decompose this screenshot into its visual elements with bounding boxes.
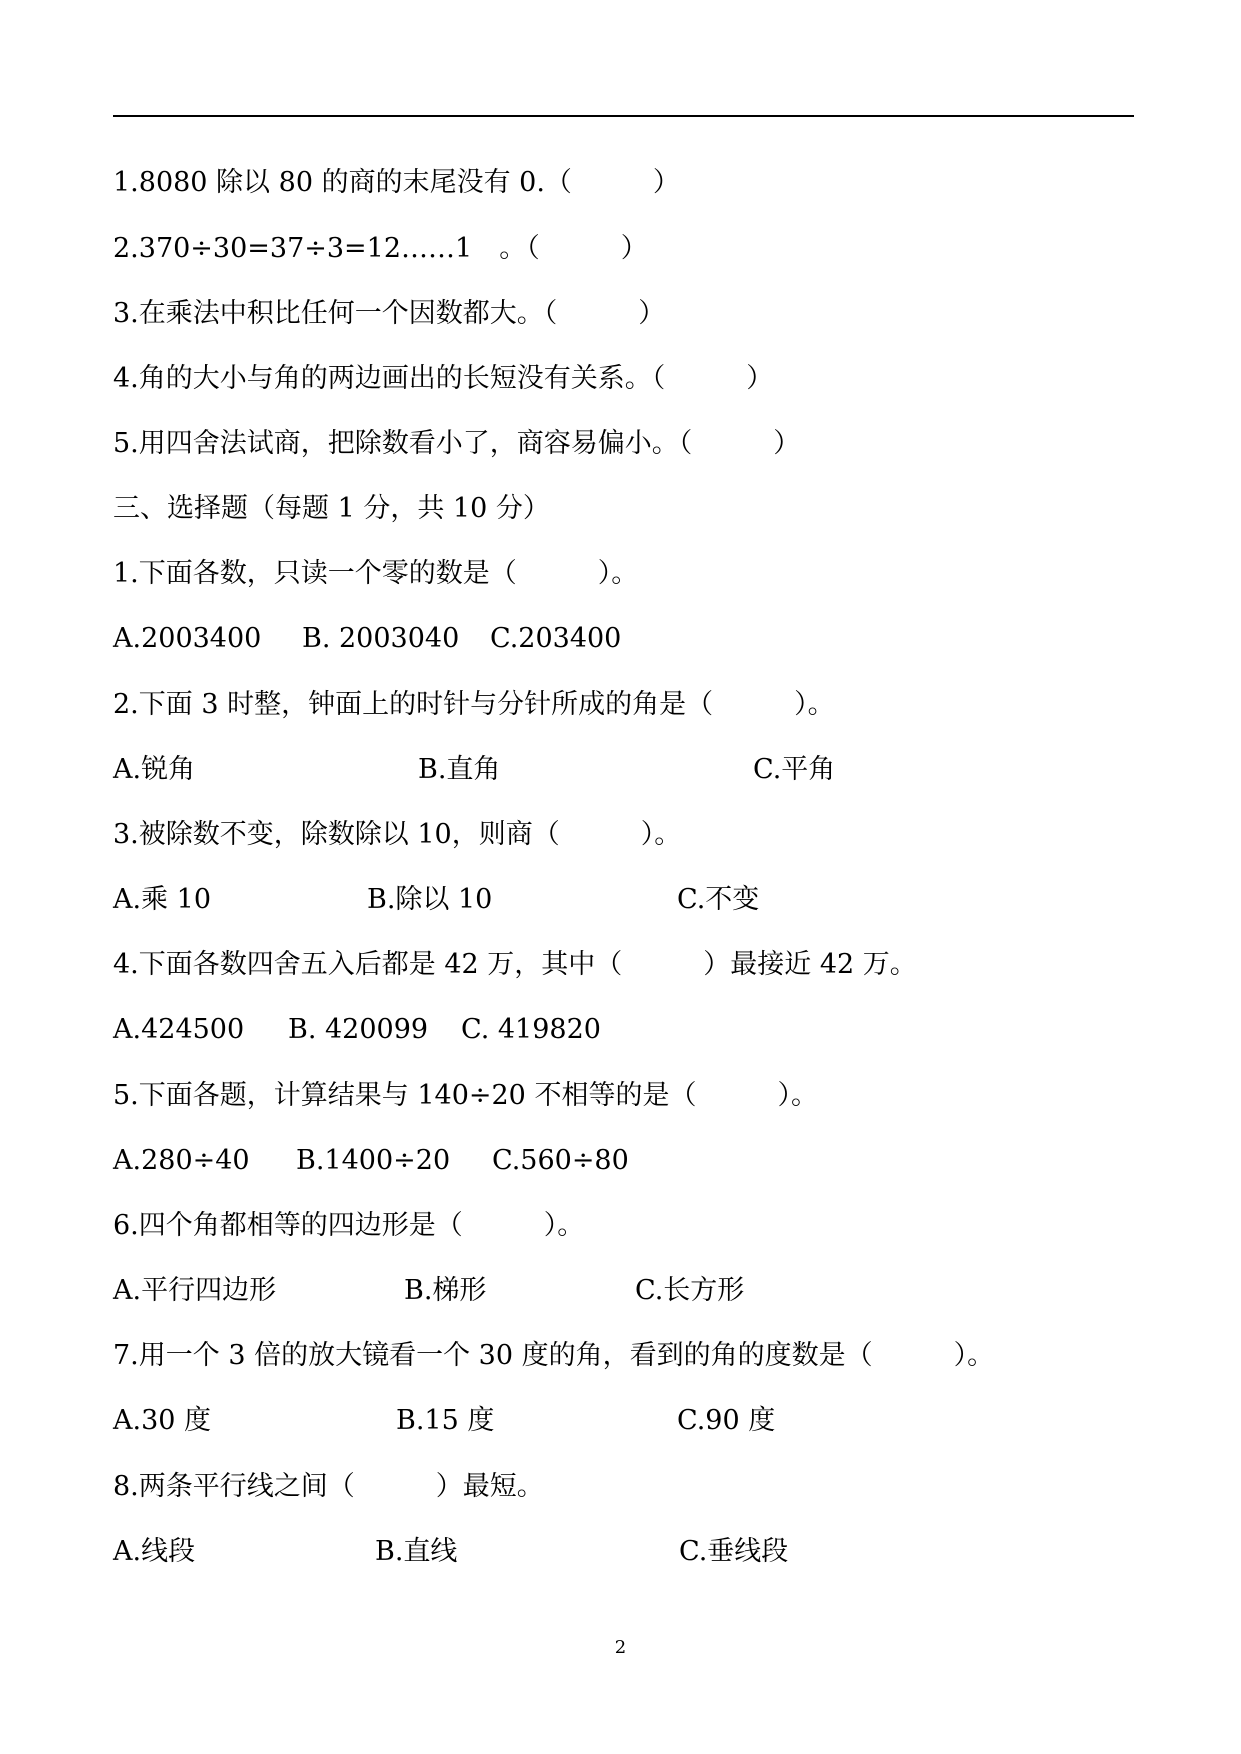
choice-6-option-b: B.梯形 xyxy=(404,1275,487,1306)
section-heading: 三、选择题（每题 1 分，共 10 分） xyxy=(113,493,550,524)
choice-2-option-b: B.直角 xyxy=(418,754,501,785)
choice-5-option-b: B.1400÷20 xyxy=(296,1145,451,1176)
choice-3-option-b: B.除以 10 xyxy=(367,884,493,915)
choice-4-option-b: B. 420099 xyxy=(288,1014,429,1045)
choice-question-8: 8.两条平行线之间（ ）最短。 xyxy=(113,1471,544,1502)
judgement-question-5: 5.用四舍法试商，把除数看小了，商容易偏小。（ ） xyxy=(113,428,801,459)
choice-5-option-a: A.280÷40 xyxy=(113,1145,250,1176)
page-number: 2 xyxy=(614,1637,627,1658)
judgement-question-1: 1.8080 除以 80 的商的末尾没有 0.（ ） xyxy=(113,167,680,198)
choice-7-option-a: A.30 度 xyxy=(113,1405,212,1436)
choice-4-option-c: C. 419820 xyxy=(461,1014,601,1045)
choice-question-6: 6.四个角都相等的四边形是（ ）。 xyxy=(113,1210,585,1241)
choice-6-option-c: C.长方形 xyxy=(635,1275,745,1306)
choice-2-option-a: A.锐角 xyxy=(113,754,196,785)
choice-question-1: 1.下面各数，只读一个零的数是（ ）。 xyxy=(113,558,639,589)
choice-4-option-a: A.424500 xyxy=(113,1014,245,1045)
judgement-question-4: 4.角的大小与角的两边画出的长短没有关系。（ ） xyxy=(113,363,774,394)
choice-question-2: 2.下面 3 时整，钟面上的时针与分针所成的角是（ ）。 xyxy=(113,689,835,720)
choice-6-option-a: A.平行四边形 xyxy=(113,1275,277,1306)
choice-7-option-b: B.15 度 xyxy=(396,1405,495,1436)
choice-1-option-b: B. 2003040 xyxy=(302,623,460,654)
choice-2-option-c: C.平角 xyxy=(753,754,836,785)
choice-question-3: 3.被除数不变，除数除以 10，则商（ ）。 xyxy=(113,819,682,850)
choice-7-option-c: C.90 度 xyxy=(677,1405,776,1436)
choice-question-5: 5.下面各题，计算结果与 140÷20 不相等的是（ ）。 xyxy=(113,1080,818,1111)
choice-8-option-c: C.垂线段 xyxy=(679,1536,789,1567)
choice-3-option-c: C.不变 xyxy=(677,884,760,915)
choice-question-4: 4.下面各数四舍五入后都是 42 万，其中（ ）最接近 42 万。 xyxy=(113,949,917,980)
choice-1-option-a: A.2003400 xyxy=(113,623,262,654)
choice-8-option-a: A.线段 xyxy=(113,1536,196,1567)
judgement-question-3: 3.在乘法中积比任何一个因数都大。（ ） xyxy=(113,298,666,329)
choice-3-option-a: A.乘 10 xyxy=(113,884,212,915)
choice-1-option-c: C.203400 xyxy=(490,623,622,654)
choice-5-option-c: C.560÷80 xyxy=(492,1145,629,1176)
judgement-question-2: 2.370÷30=37÷3=12……1 。（ ） xyxy=(113,233,648,264)
choice-8-option-b: B.直线 xyxy=(375,1536,458,1567)
header-rule xyxy=(113,115,1134,117)
choice-question-7: 7.用一个 3 倍的放大镜看一个 30 度的角，看到的角的度数是（ ）。 xyxy=(113,1340,995,1371)
